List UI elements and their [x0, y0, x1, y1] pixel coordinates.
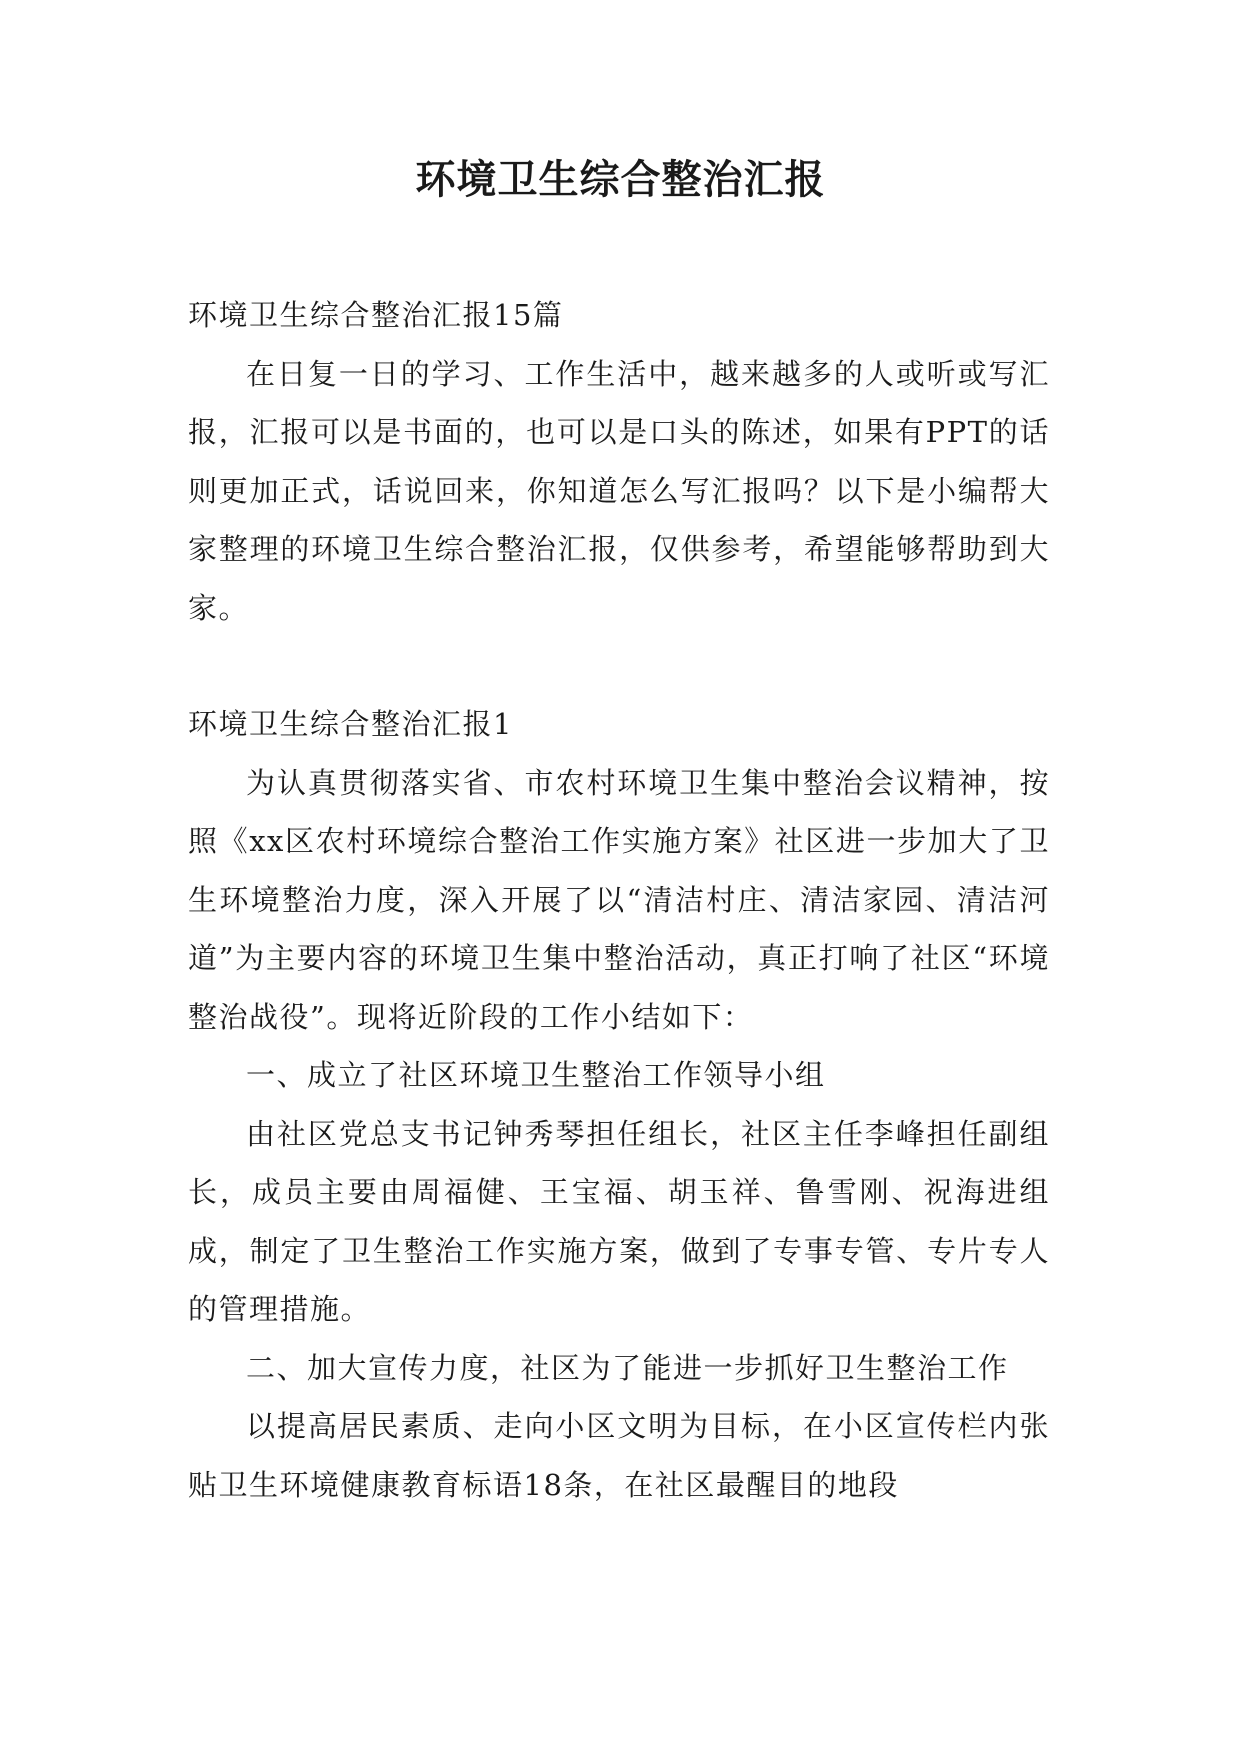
paragraph-gap: [188, 637, 1050, 695]
document-body: [188, 286, 1050, 1514]
body-paragraph: 由社区党总支书记钟秀琴担任组长，社区主任李峰担任副组长，成员主要由周福健、王宝福、胡玉祥、鲁雪刚、祝海进组成，制定了卫生整治工作实施方案，做到了专事专管、专片专人的管理措施。: [188, 1116, 1050, 1326]
body-paragraph: 为认真贯彻落实省、市农村环境卫生集中整治会议精神，按照《xx区农村环境综合整治工作实施方案》社区进一步加大了卫生环境整治力度，深入开展了以“清洁村庄、清洁家园、清洁河道”为主要内容的环境卫生集中整治活动，真正打响了社区“环境整治战役”。现将近阶段的工作小结如下：: [188, 765, 1050, 1034]
document-subtitle: 环境卫生综合整治汇报15篇: [188, 298, 564, 332]
section-heading: 环境卫生综合整治汇报1: [188, 707, 513, 741]
document-title: 环境卫生综合整治汇报: [415, 156, 826, 203]
body-paragraph: 以提高居民素质、走向小区文明为目标，在小区宣传栏内张贴卫生环境健康教育标语18条，在社区最醒目的地段: [188, 1409, 1050, 1502]
subheading-1: 一、成立了社区环境卫生整治工作领导小组: [246, 1058, 826, 1092]
subheading-2: 二、加大宣传力度，社区为了能进一步抓好卫生整治工作: [246, 1350, 1009, 1385]
intro-paragraph: 在日复一日的学习、工作生活中，越来越多的人或听或写汇报，汇报可以是书面的，也可以是口头的陈述，如果有PPT的话则更加正式，话说回来，你知道怎么写汇报吗？以下是小编帮大家整理的环境卫生综合整治汇报，仅供参考，希望能够帮助到大家。: [188, 356, 1050, 625]
